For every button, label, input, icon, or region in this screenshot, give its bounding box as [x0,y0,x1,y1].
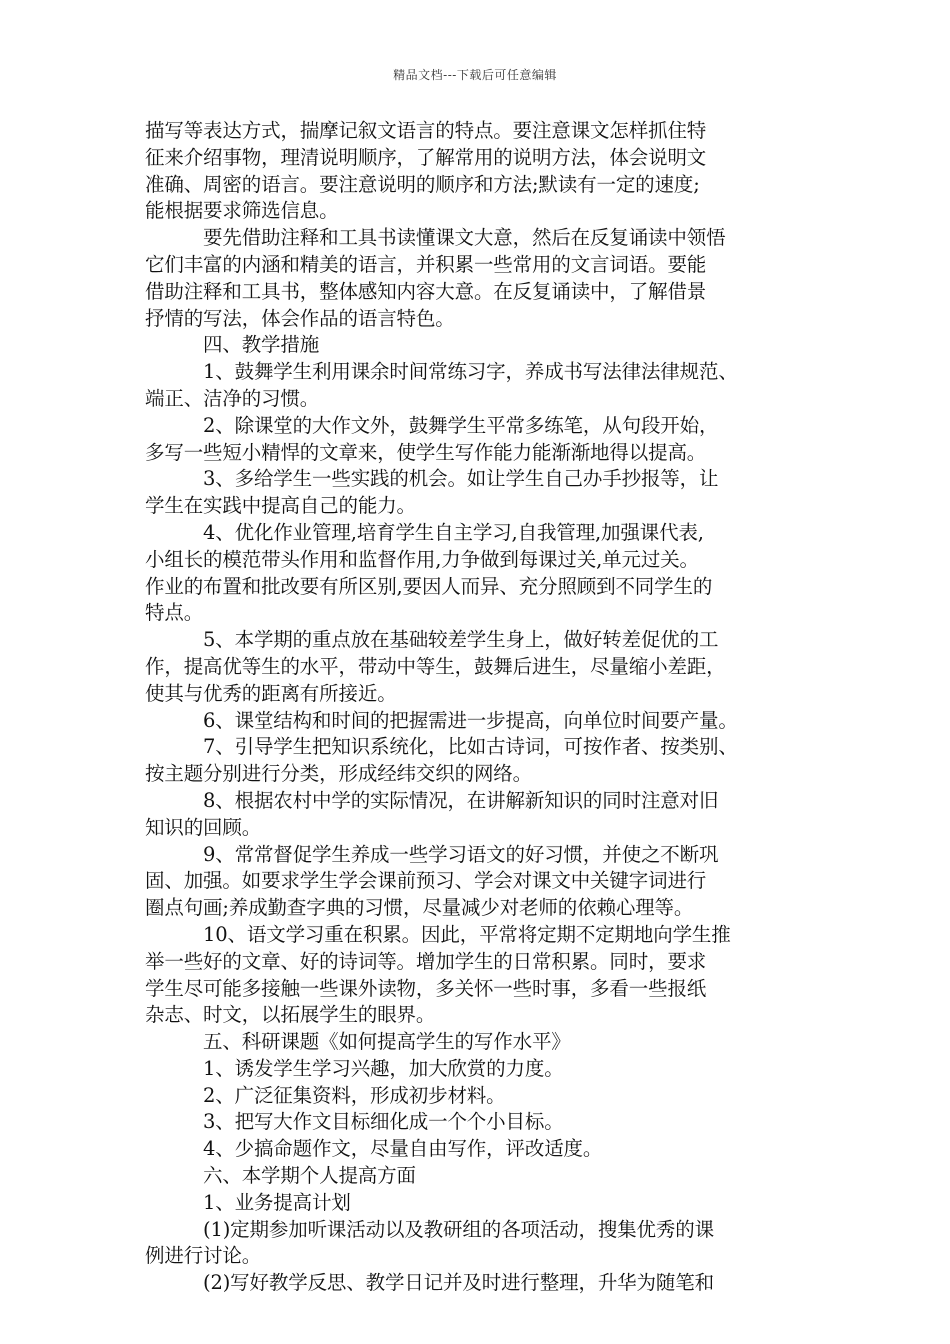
text-line: 例进行讨论。 [145,1244,262,1268]
text-line: 小组长的模范带头作用和监督作用,力争做到每课过关,单元过关。 [145,547,699,571]
text-line: 使其与优秀的距离有所接近。 [145,681,397,705]
text-line: 学生在实践中提高自己的能力。 [145,494,416,518]
text-line: 1、诱发学生学习兴趣，加大欣赏的力度。 [203,1056,564,1080]
text-line: 借助注释和工具书，整体感知内容大意。在反复诵读中，了解借景 [145,279,707,303]
text-line: 4、优化作业管理,培育学生自主学习,自我管理,加强课代表, [203,520,704,544]
text-line: 6、课堂结构和时间的把握需进一步提高，向单位时间要产量。 [203,708,738,732]
text-line: 描写等表达方式，揣摩记叙文语言的特点。要注意课文怎样抓住特 [145,119,707,142]
text-line: 9、常常督促学生养成一些学习语文的好习惯，并使之不断巩 [203,842,719,866]
text-line: 它们丰富的内涵和精美的语言，并积累一些常用的文言词语。要能 [145,252,707,276]
text-line: 按主题分别进行分类，形成经纬交织的网络。 [145,762,533,786]
text-line: 端正、洁净的习惯。 [145,386,320,410]
text-line: 固、加强。如要求学生学会课前预习、学会对课文中关键字词进行 [145,869,707,893]
text-line: (2)写好教学反思、教学日记并及时进行整理，升华为随笔和 [203,1271,714,1295]
text-line: 准确、周密的语言。要注意说明的顺序和方法;默读有一定的速度; [145,172,700,196]
text-line: 3、把写大作文目标细化成一个个小目标。 [203,1110,564,1134]
text-line: 7、引导学生把知识系统化，比如古诗词，可按作者、按类别、 [203,735,738,759]
text-line: 四、教学措施 [203,333,320,357]
text-line: 圈点句画;养成勤查字典的习惯，尽量减少对老师的依赖心理等。 [145,896,694,920]
text-line: 3、多给学生一些实践的机会。如让学生自己办手抄报等，让 [203,467,719,491]
text-line: 举一些好的文章、好的诗词等。增加学生的日常积累。同时，要求 [145,949,707,973]
text-line: (1)定期参加听课活动以及教研组的各项活动，搜集优秀的课 [203,1217,714,1241]
text-line: 要先借助注释和工具书读懂课文大意，然后在反复诵读中领悟 [203,226,726,250]
text-line: 能根据要求筛选信息。 [145,199,339,223]
document-body [145,118,813,1297]
text-line: 8、根据农村中学的实际情况，在讲解新知识的同时注意对旧 [203,788,719,812]
text-line: 多写一些短小精悍的文章来，使学生写作能力能渐渐地得以提高。 [145,440,707,464]
text-line: 5、本学期的重点放在基础较差学生身上，做好转差促优的工 [203,628,719,652]
page-header: 精品文档---下载后可任意编辑 [393,68,557,82]
text-line: 1、鼓舞学生利用课余时间常练习字，养成书写法律法律规范、 [203,360,738,384]
text-line: 学生尽可能多接触一些课外读物，多关怀一些时事，多看一些报纸 [145,976,707,1000]
text-line: 特点。 [145,601,204,625]
text-line: 1、业务提高计划 [203,1190,351,1214]
text-line: 抒情的写法，体会作品的语言特色。 [145,306,455,330]
text-line: 2、除课堂的大作文外，鼓舞学生平常多练笔，从句段开始， [203,413,719,437]
text-line: 作业的布置和批改要有所区别,要因人而异、充分照顾到不同学生的 [145,574,713,598]
text-line: 10、语文学习重在积累。因此，平常将定期不定期地向学生推 [203,922,731,946]
text-line: 杂志、时文，以拓展学生的眼界。 [145,1003,436,1027]
text-line: 2、广泛征集资料，形成初步材料。 [203,1083,506,1107]
text-line: 五、科研课题《如何提高学生的写作水平》 [203,1030,571,1054]
text-line: 4、少搞命题作文，尽量自由写作，评改适度。 [203,1137,603,1161]
text-line: 知识的回顾。 [145,815,262,839]
text-line: 六、本学期个人提高方面 [203,1164,416,1188]
text-line: 作，提高优等生的水平，带动中等生，鼓舞后进生，尽量缩小差距， [145,654,726,678]
text-line: 征来介绍事物，理清说明顺序，了解常用的说明方法，体会说明文 [145,145,707,169]
